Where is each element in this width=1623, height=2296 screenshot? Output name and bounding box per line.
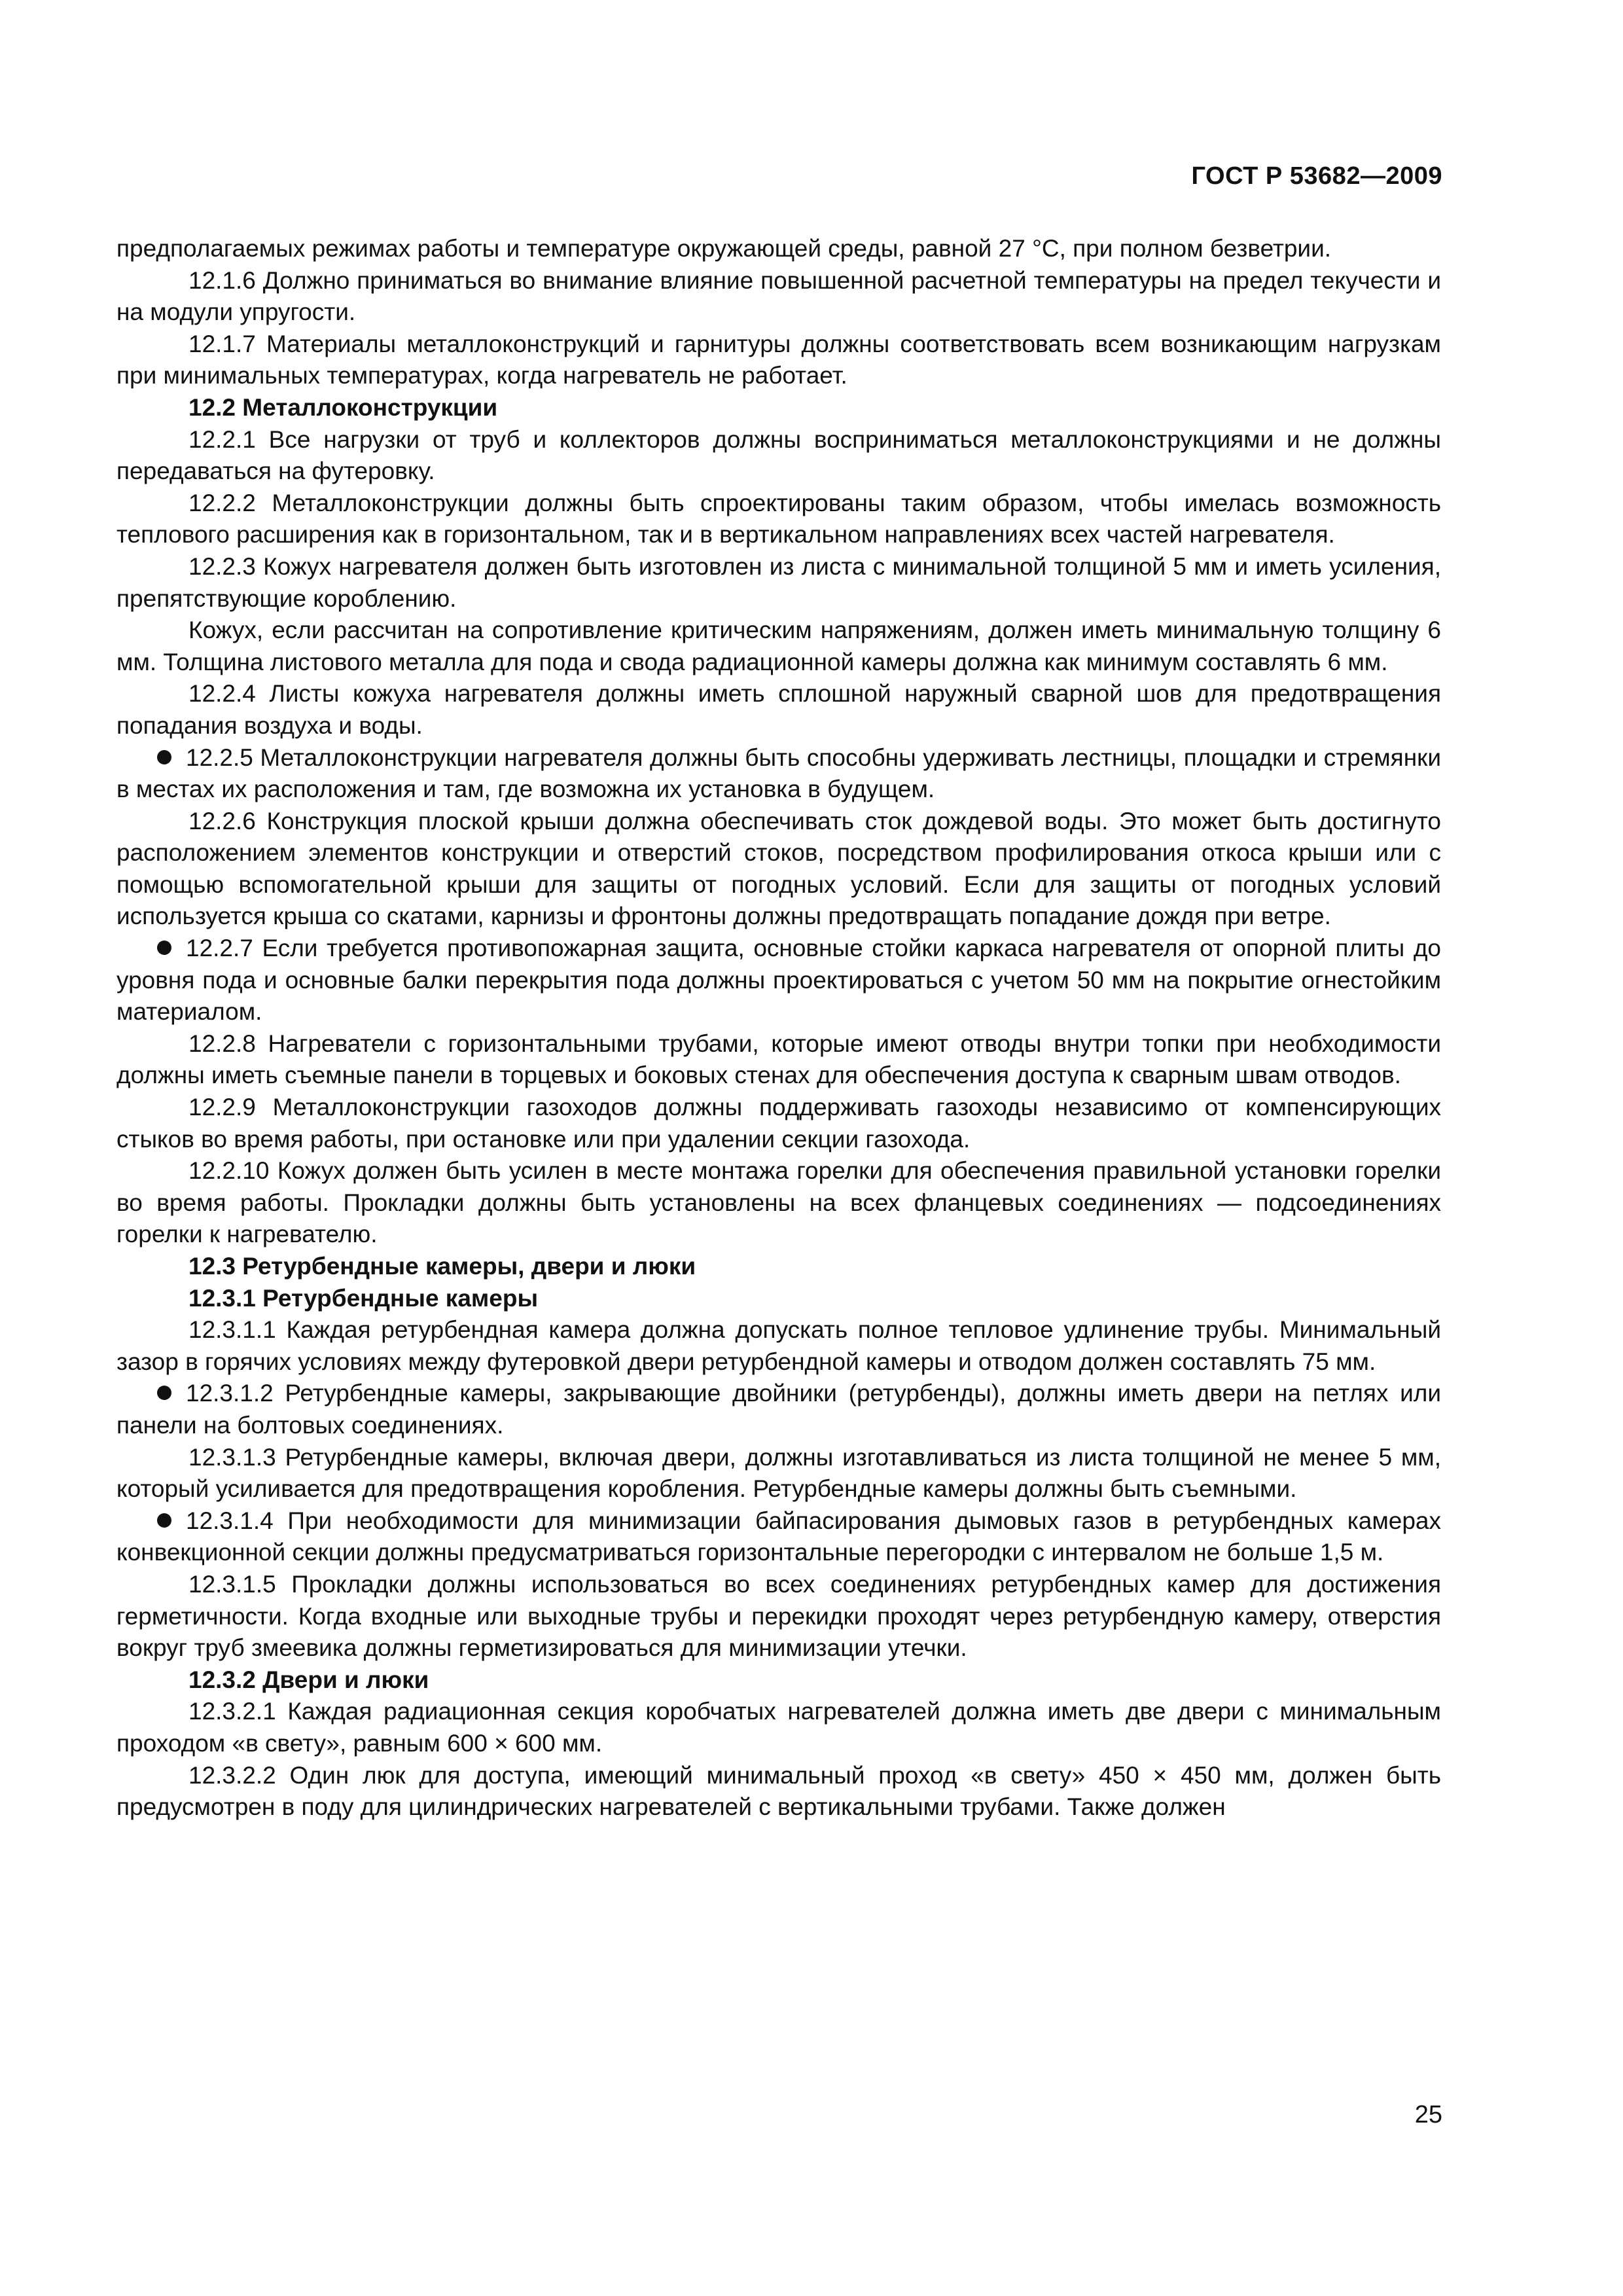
paragraph <box>116 1028 1441 1092</box>
paragraph <box>116 1155 1441 1251</box>
paragraph <box>116 551 1441 615</box>
paragraph-text: 12.2.6 Конструкция плоской крыши должна обеспечивать сток дождевой воды. Это может быть достигнуто расположением элементов конструкции и отверстий стоков, посредством профилирования откоса крыши или с помощью вспомогательной крыши для защиты от погодных условий. Если для защиты от погодных условий используется крыша со скатами, карнизы и фронтоны должны предотвращать попадание дождя при ветре. <box>116 807 1441 930</box>
paragraph-text: 12.2 Металлоконструкции <box>188 393 498 421</box>
paragraph <box>116 678 1441 742</box>
paragraph <box>116 1092 1441 1155</box>
paragraph <box>116 933 1441 1028</box>
paragraph-text: 12.3.1.5 Прокладки должны использоваться во всех соединениях ретурбендных камер для достижения герметичности. Когда входные или выходные трубы и перекидки проходят через ретурбендную камеру, отверстия вокруг труб змеевика должны герметизироваться для минимизации утечки. <box>116 1570 1441 1662</box>
section-heading <box>116 1283 1441 1315</box>
paragraph <box>116 1505 1441 1569</box>
paragraph-text: 12.3.2.1 Каждая радиационная секция коробчатых нагревателей должна иметь две двери с минимальным проходом «в свету», равным 600 × 600 мм. <box>116 1698 1441 1757</box>
paragraph-text: 12.2.8 Нагреватели с горизонтальными трубами, которые имеют отводы внутри топки при необходимости должны иметь съемные панели в торцевых и боковых стенах для обеспечения доступа к сварным швам отводов. <box>116 1030 1441 1089</box>
paragraph-text: 12.1.7 Материалы металлоконструкций и гарнитуры должны соответствовать всем возникающим нагрузкам при минимальных температурах, когда нагреватель не работает. <box>116 330 1441 389</box>
bullet-marker-icon <box>157 1386 171 1400</box>
paragraph <box>116 488 1441 551</box>
paragraph-text: 12.3.1.4 При необходимости для минимизации байпасирования дымовых газов в ретурбендных камерах конвекционной секции должны предусматриваться горизонтальные перегородки с интервалом не больше 1,5 м. <box>116 1507 1441 1566</box>
paragraph-text: 12.3.1 Ретурбендные камеры <box>188 1284 539 1312</box>
paragraph-text: предполагаемых режимах работы и температуре окружающей среды, равной 27 °С, при полном безветрии. <box>116 235 1332 262</box>
paragraph-text: 12.3.2.2 Один люк для доступа, имеющий минимальный проход «в свету» 450 × 450 мм, должен быть предусмотрен в поду для цилиндрических нагревателей с вертикальными трубами. Также должен <box>116 1761 1441 1821</box>
bullet-marker-icon <box>157 750 171 764</box>
paragraph-text: 12.3.2 Двери и люки <box>188 1666 429 1693</box>
paragraph <box>116 233 1441 265</box>
paragraph <box>116 1442 1441 1505</box>
paragraph-text: 12.1.6 Должно приниматься во внимание влияние повышенной расчетной температуры на предел текучести и на модули упругости. <box>116 266 1441 326</box>
section-heading <box>116 1251 1441 1283</box>
paragraph <box>116 742 1441 806</box>
paragraph-text: 12.2.5 Металлоконструкции нагревателя должны быть способны удерживать лестницы, площадки и стремянки в местах их расположения и там, где возможна их установка в будущем. <box>116 744 1441 803</box>
document-body <box>116 233 1441 1823</box>
paragraph <box>116 1760 1441 1823</box>
paragraph <box>116 1314 1441 1378</box>
document-header: ГОСТ Р 53682—2009 <box>1191 162 1442 190</box>
paragraph-text: 12.2.9 Металлоконструкции газоходов должны поддерживать газоходы независимо от компенсирующих стыков во время работы, при остановке или при удалении секции газохода. <box>116 1094 1441 1153</box>
paragraph-text: 12.2.7 Если требуется противопожарная защита, основные стойки каркаса нагревателя от опорной плиты до уровня пода и основные балки перекрытия пода должны проектироваться с учетом 50 мм на покрытие огнестойким материалом. <box>116 935 1441 1026</box>
page-number: 25 <box>1414 2101 1442 2128</box>
paragraph <box>116 329 1441 392</box>
paragraph <box>116 1378 1441 1441</box>
bullet-marker-icon <box>157 1513 171 1528</box>
paragraph-text: 12.3.1.1 Каждая ретурбендная камера должна допускать полное тепловое удлинение трубы. Минимальный зазор в горячих условиях между футеровкой двери ретурбендной камеры и отводом должен составлять 75 мм. <box>116 1316 1441 1375</box>
paragraph <box>116 1696 1441 1759</box>
paragraph <box>116 615 1441 678</box>
paragraph-text: 12.3 Ретурбендные камеры, двери и люки <box>188 1253 696 1280</box>
paragraph-text: 12.2.2 Металлоконструкции должны быть спроектированы таким образом, чтобы имелась возможность теплового расширения как в горизонтальном, так и в вертикальном направлениях всех частей нагревателя. <box>116 489 1441 548</box>
paragraph-text: 12.3.1.3 Ретурбендные камеры, включая двери, должны изготавливаться из листа толщиной не менее 5 мм, который усиливается для предотвращения коробления. Ретурбендные камеры должны быть съемными. <box>116 1443 1441 1503</box>
paragraph-text: 12.2.10 Кожух должен быть усилен в месте монтажа горелки для обеспечения правильной установки горелки во время работы. Прокладки должны быть установлены на всех фланцевых соединениях — подсоединениях горелки к нагревателю. <box>116 1157 1441 1248</box>
paragraph-text: 12.2.1 Все нагрузки от труб и коллекторов должны восприниматься металлоконструкциями и не должны передаваться на футеровку. <box>116 425 1441 485</box>
section-heading <box>116 392 1441 424</box>
paragraph <box>116 1569 1441 1664</box>
section-heading <box>116 1664 1441 1696</box>
paragraph-text: 12.3.1.2 Ретурбендные камеры, закрывающие двойники (ретурбенды), должны иметь двери на петлях или панели на болтовых соединениях. <box>116 1380 1441 1439</box>
paragraph-text: 12.2.3 Кожух нагревателя должен быть изготовлен из листа с минимальной толщиной 5 мм и иметь усиления, препятствующие короблению. <box>116 552 1441 612</box>
bullet-marker-icon <box>157 941 171 955</box>
paragraph-text: Кожух, если рассчитан на сопротивление критическим напряжениям, должен иметь минимальную толщину 6 мм. Толщина листового металла для пода и свода радиационной камеры должна как минимум составлять 6 мм. <box>116 617 1441 675</box>
paragraph-text: 12.2.4 Листы кожуха нагревателя должны иметь сплошной наружный сварной шов для предотвращения попадания воздуха и воды. <box>116 680 1441 739</box>
paragraph <box>116 806 1441 933</box>
paragraph <box>116 265 1441 329</box>
paragraph <box>116 424 1441 488</box>
